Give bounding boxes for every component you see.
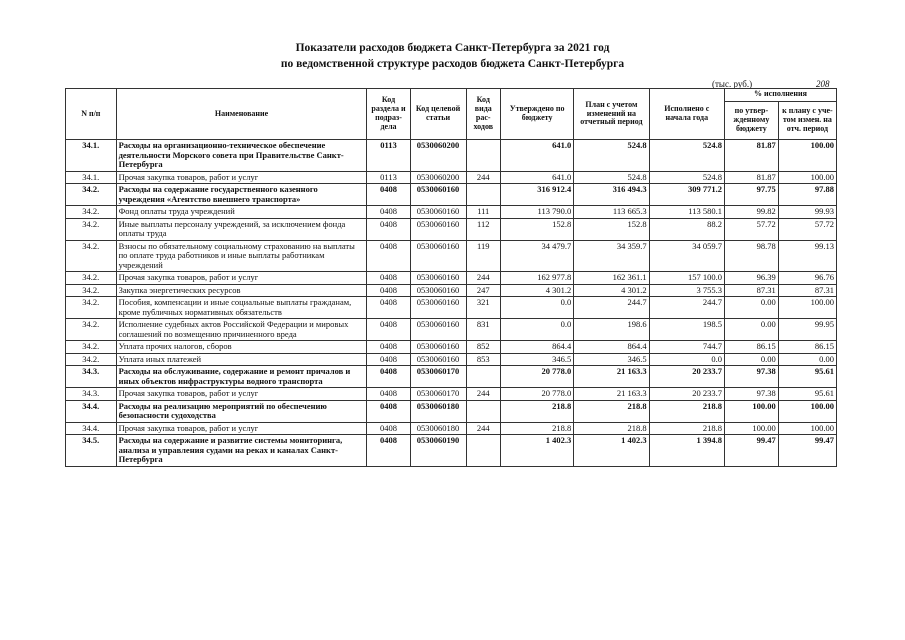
table-row bbox=[66, 140, 837, 172]
row-vid: 831 bbox=[466, 319, 500, 341]
row-pct-plan: 57.72 bbox=[778, 218, 836, 240]
row-executed: 20 233.7 bbox=[649, 388, 724, 401]
row-number: 34.2. bbox=[66, 240, 117, 272]
row-number: 34.3. bbox=[66, 366, 117, 388]
row-approved: 20 778.0 bbox=[500, 366, 573, 388]
row-number: 34.1. bbox=[66, 140, 117, 172]
row-approved: 1 402.3 bbox=[500, 435, 573, 467]
header-statya: Код целевой статьи bbox=[410, 89, 466, 140]
row-pct-budget: 97.38 bbox=[724, 366, 778, 388]
row-pct-budget: 0.00 bbox=[724, 319, 778, 341]
row-name: Прочая закупка товаров, работ и услуг bbox=[116, 171, 367, 184]
row-plan: 113 665.3 bbox=[574, 206, 649, 219]
row-plan: 524.8 bbox=[574, 171, 649, 184]
table-row bbox=[66, 341, 837, 354]
row-executed: 157 100.0 bbox=[649, 272, 724, 285]
row-pct-budget: 0.00 bbox=[724, 297, 778, 319]
row-plan: 524.8 bbox=[574, 140, 649, 172]
row-vid: 119 bbox=[466, 240, 500, 272]
header-plan: План с учетом изменений на отчетный период bbox=[574, 89, 649, 140]
row-approved: 218.8 bbox=[500, 400, 573, 422]
row-plan: 162 361.1 bbox=[574, 272, 649, 285]
row-statya: 0530060180 bbox=[410, 422, 466, 435]
row-name: Закупка энергетических ресурсов bbox=[116, 284, 367, 297]
row-vid: 321 bbox=[466, 297, 500, 319]
row-name: Фонд оплаты труда учреждений bbox=[116, 206, 367, 219]
row-executed: 218.8 bbox=[649, 422, 724, 435]
row-statya: 0530060160 bbox=[410, 284, 466, 297]
row-number: 34.5. bbox=[66, 435, 117, 467]
row-name: Прочая закупка товаров, работ и услуг bbox=[116, 388, 367, 401]
row-razdel: 0408 bbox=[367, 206, 410, 219]
row-pct-budget: 86.15 bbox=[724, 341, 778, 354]
row-pct-budget: 0.00 bbox=[724, 353, 778, 366]
row-pct-budget: 100.00 bbox=[724, 400, 778, 422]
row-name: Пособия, компенсации и иные социальные выплаты гражданам, кроме публичных нормативных обязательств bbox=[116, 297, 367, 319]
row-name: Уплата прочих налогов, сборов bbox=[116, 341, 367, 354]
row-approved: 20 778.0 bbox=[500, 388, 573, 401]
row-name: Расходы на содержание государственного казенного учреждения «Агентство внешнего транспорта» bbox=[116, 184, 367, 206]
row-statya: 0530060190 bbox=[410, 435, 466, 467]
row-pct-budget: 97.75 bbox=[724, 184, 778, 206]
row-vid: 852 bbox=[466, 341, 500, 354]
row-razdel: 0408 bbox=[367, 319, 410, 341]
budget-table bbox=[65, 88, 837, 467]
row-approved: 0.0 bbox=[500, 297, 573, 319]
header-razdel: Код раздела и подраз-дела bbox=[367, 89, 410, 140]
row-razdel: 0408 bbox=[367, 240, 410, 272]
row-plan: 152.8 bbox=[574, 218, 649, 240]
row-name: Расходы на организационно-техническое обеспечение деятельности Морского совета при Правительстве Санкт-Петербурга bbox=[116, 140, 367, 172]
row-razdel: 0408 bbox=[367, 366, 410, 388]
row-pct-plan: 100.00 bbox=[778, 171, 836, 184]
row-number: 34.4. bbox=[66, 400, 117, 422]
row-razdel: 0408 bbox=[367, 353, 410, 366]
row-number: 34.2. bbox=[66, 284, 117, 297]
row-pct-budget: 81.87 bbox=[724, 171, 778, 184]
table-row bbox=[66, 422, 837, 435]
table-row bbox=[66, 272, 837, 285]
table-row bbox=[66, 297, 837, 319]
row-pct-budget: 99.82 bbox=[724, 206, 778, 219]
row-executed: 244.7 bbox=[649, 297, 724, 319]
header-n: N п/п bbox=[66, 89, 117, 140]
row-vid: 244 bbox=[466, 422, 500, 435]
row-number: 34.2. bbox=[66, 184, 117, 206]
row-pct-plan: 100.00 bbox=[778, 400, 836, 422]
row-approved: 641.0 bbox=[500, 171, 573, 184]
row-number: 34.2. bbox=[66, 218, 117, 240]
row-executed: 88.2 bbox=[649, 218, 724, 240]
row-number: 34.3. bbox=[66, 388, 117, 401]
row-vid: 111 bbox=[466, 206, 500, 219]
row-plan: 864.4 bbox=[574, 341, 649, 354]
row-name: Взносы по обязательному социальному страхованию на выплаты по оплате труда работников и иные выплаты работникам учреждений bbox=[116, 240, 367, 272]
row-number: 34.2. bbox=[66, 272, 117, 285]
row-executed: 309 771.2 bbox=[649, 184, 724, 206]
row-pct-budget: 100.00 bbox=[724, 422, 778, 435]
table-row bbox=[66, 284, 837, 297]
row-pct-budget: 81.87 bbox=[724, 140, 778, 172]
row-razdel: 0408 bbox=[367, 388, 410, 401]
row-pct-plan: 95.61 bbox=[778, 388, 836, 401]
row-statya: 0530060160 bbox=[410, 184, 466, 206]
row-executed: 34 059.7 bbox=[649, 240, 724, 272]
row-vid: 244 bbox=[466, 171, 500, 184]
row-pct-plan: 99.47 bbox=[778, 435, 836, 467]
row-pct-budget: 97.38 bbox=[724, 388, 778, 401]
header-pct-group: % исполнения bbox=[724, 89, 836, 102]
row-approved: 316 912.4 bbox=[500, 184, 573, 206]
header-pct-plan: к плану с уче-том измен. на отч. период bbox=[778, 102, 836, 140]
report-title-line1: Показатели расходов бюджета Санкт-Петербурга за 2021 год bbox=[295, 42, 610, 54]
row-plan: 198.6 bbox=[574, 319, 649, 341]
row-razdel: 0408 bbox=[367, 272, 410, 285]
row-name: Исполнение судебных актов Российской Федерации и мировых соглашений по возмещению причиненного вреда bbox=[116, 319, 367, 341]
header-vid: Код вида рас-ходов bbox=[466, 89, 500, 140]
row-executed: 524.8 bbox=[649, 140, 724, 172]
units-label: (тыс. руб.) bbox=[712, 79, 753, 89]
row-number: 34.2. bbox=[66, 319, 117, 341]
row-plan: 4 301.2 bbox=[574, 284, 649, 297]
row-pct-plan: 87.31 bbox=[778, 284, 836, 297]
row-plan: 316 494.3 bbox=[574, 184, 649, 206]
row-pct-plan: 95.61 bbox=[778, 366, 836, 388]
row-approved: 346.5 bbox=[500, 353, 573, 366]
row-pct-budget: 98.78 bbox=[724, 240, 778, 272]
row-plan: 21 163.3 bbox=[574, 366, 649, 388]
row-razdel: 0408 bbox=[367, 218, 410, 240]
page-number: 208 bbox=[816, 79, 830, 89]
row-statya: 0530060160 bbox=[410, 297, 466, 319]
row-razdel: 0408 bbox=[367, 435, 410, 467]
row-statya: 0530060180 bbox=[410, 400, 466, 422]
row-approved: 0.0 bbox=[500, 319, 573, 341]
row-executed: 0.0 bbox=[649, 353, 724, 366]
row-name: Прочая закупка товаров, работ и услуг bbox=[116, 422, 367, 435]
row-pct-plan: 99.93 bbox=[778, 206, 836, 219]
row-plan: 346.5 bbox=[574, 353, 649, 366]
table-row bbox=[66, 366, 837, 388]
table-row bbox=[66, 388, 837, 401]
report-title-line2: по ведомственной структуре расходов бюджета Санкт-Петербурга bbox=[280, 58, 625, 70]
row-razdel: 0408 bbox=[367, 184, 410, 206]
row-pct-budget: 96.39 bbox=[724, 272, 778, 285]
row-vid: 112 bbox=[466, 218, 500, 240]
row-number: 34.1. bbox=[66, 171, 117, 184]
row-plan: 218.8 bbox=[574, 422, 649, 435]
row-plan: 1 402.3 bbox=[574, 435, 649, 467]
row-plan: 218.8 bbox=[574, 400, 649, 422]
row-pct-plan: 0.00 bbox=[778, 353, 836, 366]
row-vid: 247 bbox=[466, 284, 500, 297]
row-pct-plan: 97.88 bbox=[778, 184, 836, 206]
table-row bbox=[66, 353, 837, 366]
row-razdel: 0113 bbox=[367, 140, 410, 172]
row-vid: 244 bbox=[466, 272, 500, 285]
row-vid bbox=[466, 366, 500, 388]
table-row bbox=[66, 240, 837, 272]
row-name: Уплата иных платежей bbox=[116, 353, 367, 366]
row-pct-plan: 99.95 bbox=[778, 319, 836, 341]
row-name: Прочая закупка товаров, работ и услуг bbox=[116, 272, 367, 285]
row-statya: 0530060160 bbox=[410, 319, 466, 341]
row-statya: 0530060200 bbox=[410, 140, 466, 172]
row-vid bbox=[466, 140, 500, 172]
row-statya: 0530060170 bbox=[410, 366, 466, 388]
header-approved: Утверждено по бюджету bbox=[500, 89, 573, 140]
table-row bbox=[66, 400, 837, 422]
row-approved: 4 301.2 bbox=[500, 284, 573, 297]
row-statya: 0530060170 bbox=[410, 388, 466, 401]
row-pct-budget: 99.47 bbox=[724, 435, 778, 467]
row-pct-budget: 87.31 bbox=[724, 284, 778, 297]
row-name: Расходы на реализацию мероприятий по обеспечению безопасности судоходства bbox=[116, 400, 367, 422]
row-executed: 524.8 bbox=[649, 171, 724, 184]
row-statya: 0530060160 bbox=[410, 206, 466, 219]
row-vid: 244 bbox=[466, 388, 500, 401]
row-vid bbox=[466, 184, 500, 206]
row-name: Иные выплаты персоналу учреждений, за исключением фонда оплаты труда bbox=[116, 218, 367, 240]
row-plan: 244.7 bbox=[574, 297, 649, 319]
table-row bbox=[66, 218, 837, 240]
row-vid bbox=[466, 435, 500, 467]
table-row bbox=[66, 319, 837, 341]
row-pct-plan: 99.13 bbox=[778, 240, 836, 272]
row-executed: 744.7 bbox=[649, 341, 724, 354]
header-executed: Исполнено с начала года bbox=[649, 89, 724, 140]
row-number: 34.2. bbox=[66, 353, 117, 366]
header-pct-budget: по утвер-жденному бюджету bbox=[724, 102, 778, 140]
row-pct-plan: 100.00 bbox=[778, 297, 836, 319]
row-number: 34.4. bbox=[66, 422, 117, 435]
row-pct-plan: 86.15 bbox=[778, 341, 836, 354]
table-row bbox=[66, 184, 837, 206]
row-approved: 152.8 bbox=[500, 218, 573, 240]
row-vid: 853 bbox=[466, 353, 500, 366]
row-approved: 218.8 bbox=[500, 422, 573, 435]
row-statya: 0530060160 bbox=[410, 341, 466, 354]
row-approved: 864.4 bbox=[500, 341, 573, 354]
row-executed: 3 755.3 bbox=[649, 284, 724, 297]
row-razdel: 0408 bbox=[367, 284, 410, 297]
row-statya: 0530060160 bbox=[410, 353, 466, 366]
row-razdel: 0408 bbox=[367, 341, 410, 354]
row-name: Расходы на обслуживание, содержание и ремонт причалов и иных объектов инфраструктуры водного транспорта bbox=[116, 366, 367, 388]
row-number: 34.2. bbox=[66, 297, 117, 319]
row-pct-plan: 96.76 bbox=[778, 272, 836, 285]
table-row bbox=[66, 206, 837, 219]
row-executed: 198.5 bbox=[649, 319, 724, 341]
row-executed: 218.8 bbox=[649, 400, 724, 422]
row-number: 34.2. bbox=[66, 341, 117, 354]
row-razdel: 0408 bbox=[367, 422, 410, 435]
row-executed: 20 233.7 bbox=[649, 366, 724, 388]
row-approved: 113 790.0 bbox=[500, 206, 573, 219]
row-razdel: 0408 bbox=[367, 400, 410, 422]
row-statya: 0530060160 bbox=[410, 272, 466, 285]
row-statya: 0530060160 bbox=[410, 218, 466, 240]
row-statya: 0530060160 bbox=[410, 240, 466, 272]
row-executed: 1 394.8 bbox=[649, 435, 724, 467]
row-plan: 34 359.7 bbox=[574, 240, 649, 272]
table-row bbox=[66, 171, 837, 184]
row-razdel: 0408 bbox=[367, 297, 410, 319]
row-executed: 113 580.1 bbox=[649, 206, 724, 219]
row-number: 34.2. bbox=[66, 206, 117, 219]
row-approved: 162 977.8 bbox=[500, 272, 573, 285]
row-razdel: 0113 bbox=[367, 171, 410, 184]
table-row bbox=[66, 435, 837, 467]
row-pct-budget: 57.72 bbox=[724, 218, 778, 240]
row-approved: 34 479.7 bbox=[500, 240, 573, 272]
row-pct-plan: 100.00 bbox=[778, 422, 836, 435]
row-approved: 641.0 bbox=[500, 140, 573, 172]
row-pct-plan: 100.00 bbox=[778, 140, 836, 172]
row-vid bbox=[466, 400, 500, 422]
header-name: Наименование bbox=[116, 89, 367, 140]
row-name: Расходы на содержание и развитие системы мониторинга, анализа и управления судами на реках и каналах Санкт-Петербурга bbox=[116, 435, 367, 467]
row-statya: 0530060200 bbox=[410, 171, 466, 184]
row-plan: 21 163.3 bbox=[574, 388, 649, 401]
